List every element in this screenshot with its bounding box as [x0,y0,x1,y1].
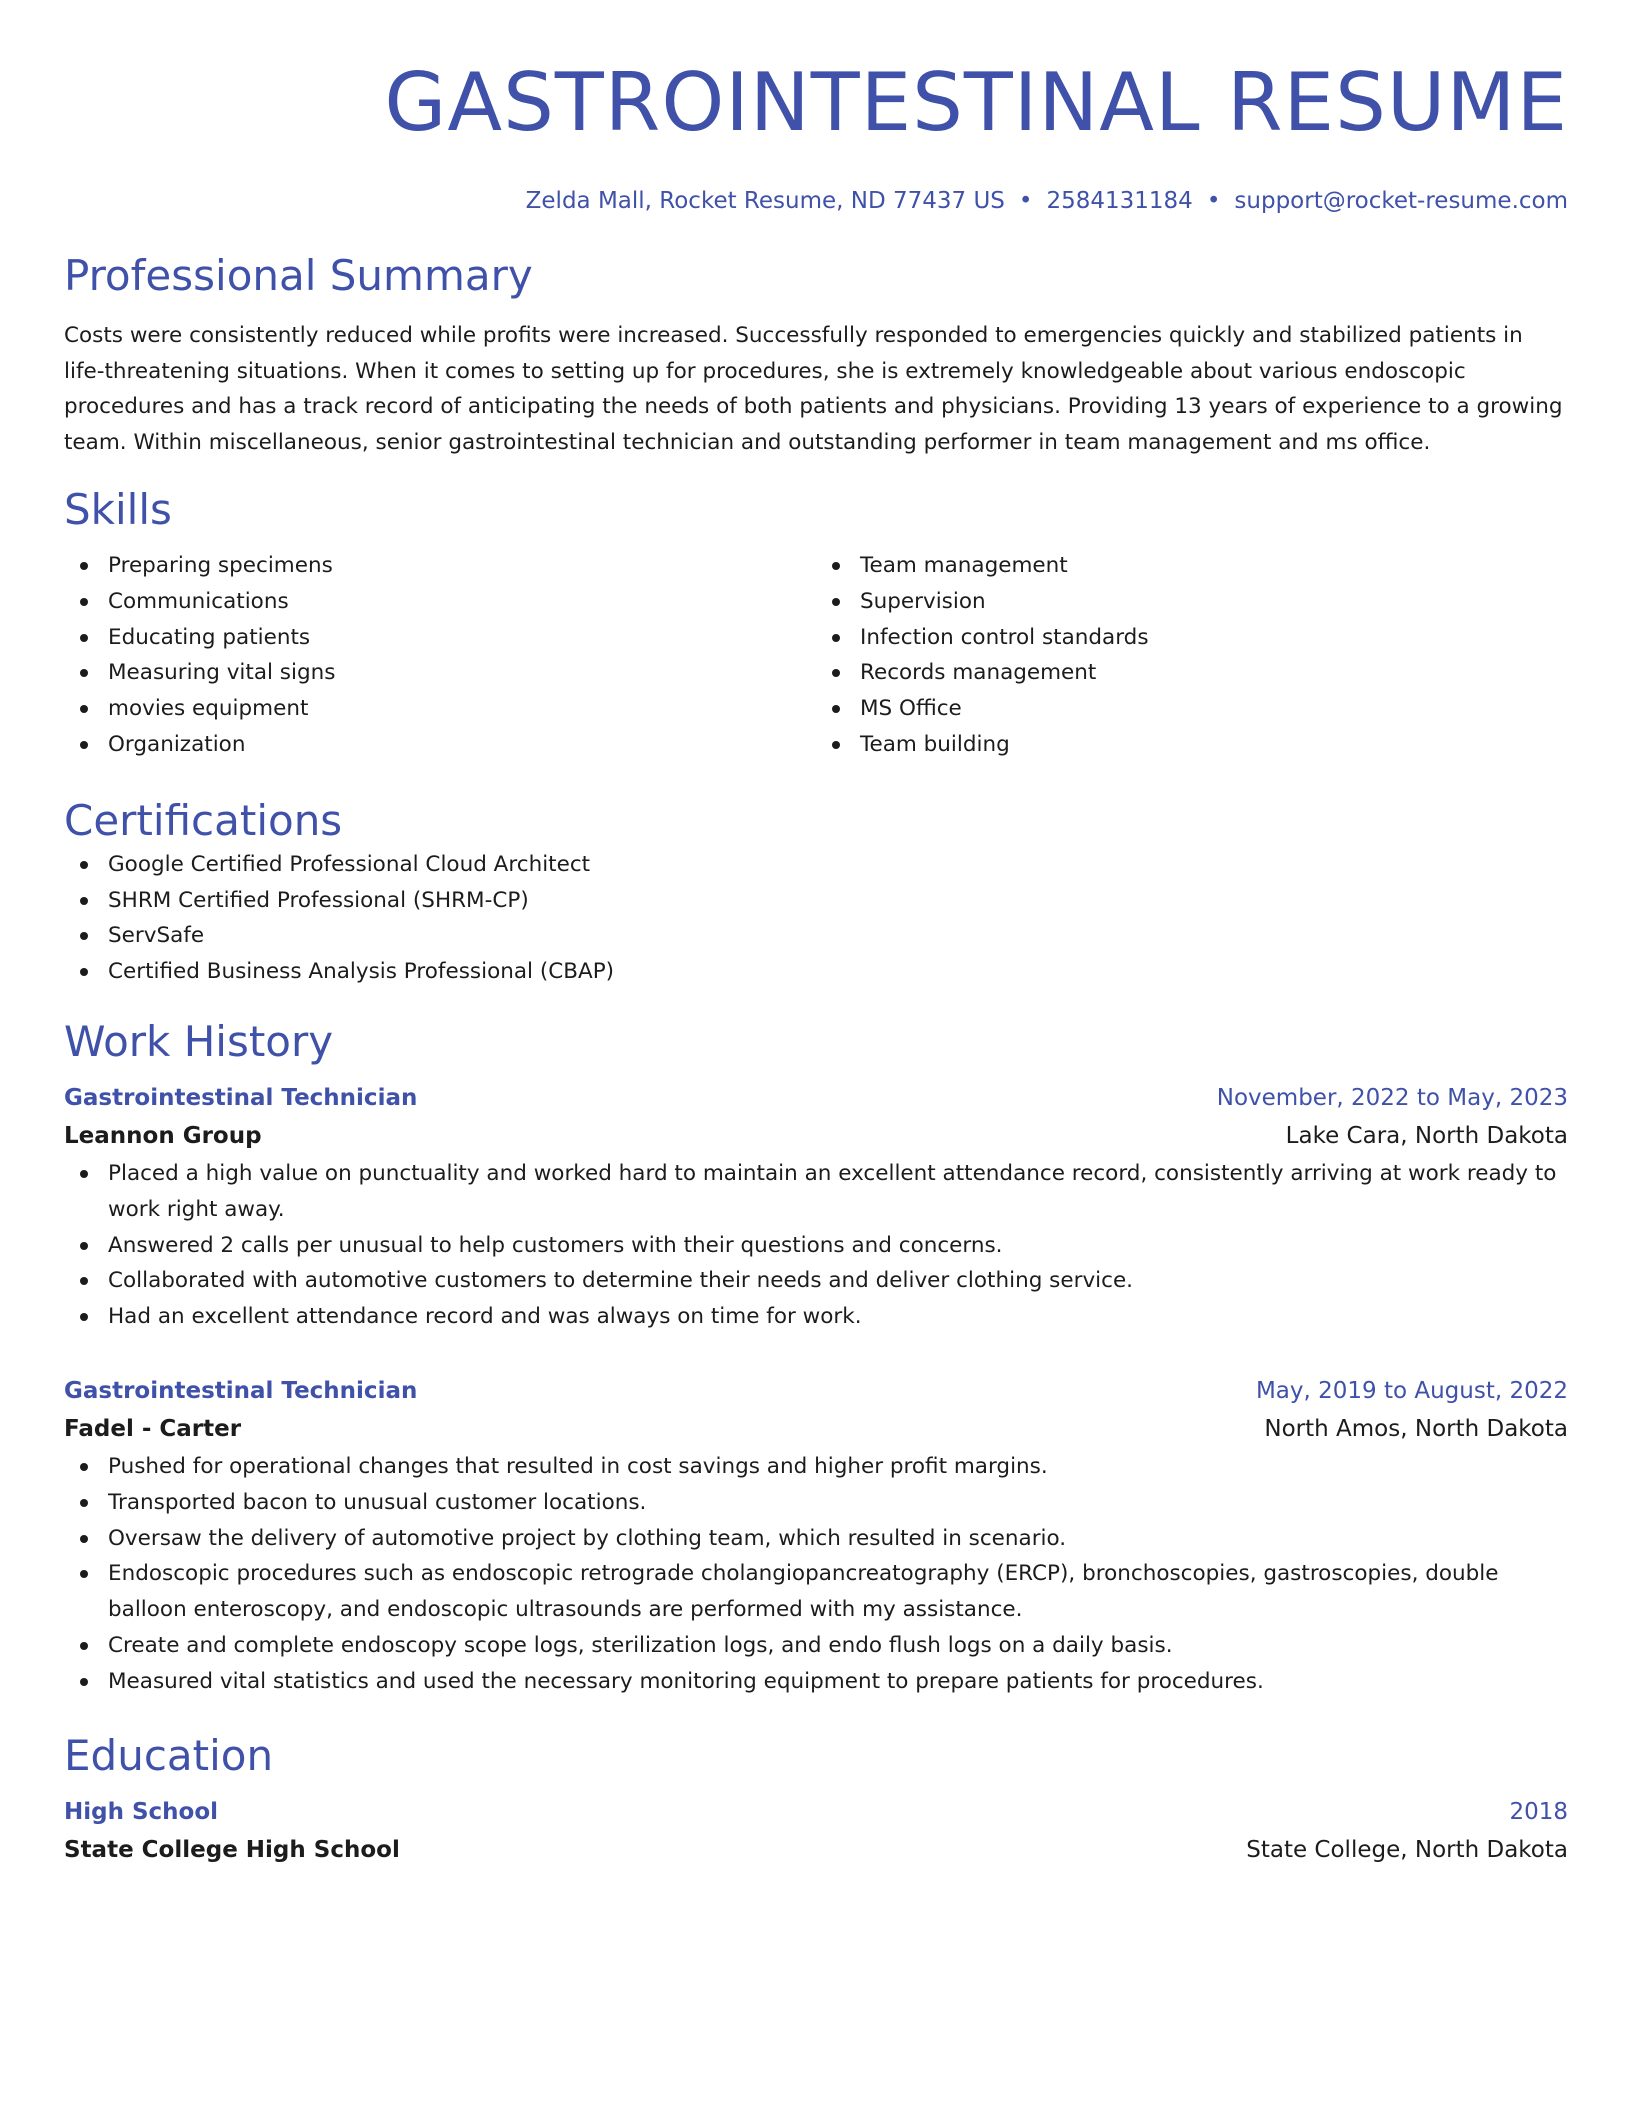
skills-heading: Skills [64,485,172,534]
skills-column-left [64,548,816,763]
job-title: Gastrointestinal Technician [64,1377,418,1404]
job-bullet: Create and complete endoscopy scope logs, sterilization logs, and endo flush logs on a daily basis. [64,1628,1568,1664]
job-entry [64,1080,1568,1335]
skills-column-right [816,548,1568,763]
job-title: Gastrointestinal Technician [64,1084,418,1111]
job-company: Fadel - Carter [64,1415,242,1442]
certification-item: ServSafe [64,918,1568,954]
skill-item: Team building [816,727,1568,763]
job-bullet: Placed a high value on punctuality and worked hard to maintain an excellent attendance record, consistently arriving at work ready to work right away. [64,1156,1568,1228]
contact-phone: 2584131184 [1046,188,1193,214]
job-location: North Amos, North Dakota [1264,1415,1568,1442]
contact-line [64,186,1568,216]
skill-item: Communications [64,584,816,620]
skill-item: Measuring vital signs [64,655,816,691]
education-location: State College, North Dakota [1246,1836,1568,1863]
certification-item: SHRM Certified Professional (SHRM-CP) [64,883,1568,919]
job-bullet: Had an excellent attendance record and was always on time for work. [64,1299,1568,1335]
certification-item: Google Certified Professional Cloud Architect [64,847,1568,883]
summary-text: Costs were consistently reduced while profits were increased. Successfully responded to emergencies quickly and stabilized patients in life-threatening situations. When it comes to setting up for procedures, she is extremely knowledgeable about various endoscopic procedures and has a track record of anticipating the needs of both patients and physicians. Providing 13 years of experience to a growing team. Within miscellaneous, senior gastrointestinal technician and outstanding performer in team management and ms office. [64,323,1563,455]
education-year: 2018 [1509,1798,1568,1825]
skill-item: MS Office [816,691,1568,727]
certifications-heading: Certifications [64,795,343,845]
contact-separator: • [1206,188,1221,214]
job-bullets [64,1449,1568,1700]
skills-list [64,548,1568,763]
skill-item: Organization [64,727,816,763]
job-bullet: Pushed for operational changes that resulted in cost savings and higher profit margins. [64,1449,1568,1485]
skill-item: Records management [816,655,1568,691]
job-entry [64,1373,1568,1700]
job-bullets [64,1156,1568,1335]
job-dates: May, 2019 to August, 2022 [1255,1377,1568,1404]
certifications-list [64,847,1568,990]
skill-item: Infection control standards [816,620,1568,656]
education-entry [64,1794,1568,1870]
skill-item: Team management [816,548,1568,584]
summary-heading: Professional Summary [64,251,533,300]
skill-item: Supervision [816,584,1568,620]
job-bullet: Endoscopic procedures such as endoscopic retrograde cholangiopancreatography (ERCP), bronchoscopies, gastroscopies, double balloon enteroscopy, and endoscopic ultrasounds are performed with my assistance. [64,1556,1568,1628]
contact-email: support@rocket-resume.com [1234,188,1568,214]
contact-separator: • [1018,188,1033,214]
education-school: State College High School [64,1836,400,1863]
job-bullet: Measured vital statistics and used the necessary monitoring equipment to prepare patients for procedures. [64,1664,1568,1700]
skill-item: movies equipment [64,691,816,727]
contact-address: Zelda Mall, Rocket Resume, ND 77437 US [525,188,1005,214]
job-bullet: Oversaw the delivery of automotive project by clothing team, which resulted in scenario. [64,1521,1568,1557]
skill-item: Preparing specimens [64,548,816,584]
education-heading: Education [64,1730,274,1780]
education-degree: High School [64,1798,219,1825]
job-dates: November, 2022 to May, 2023 [1216,1084,1568,1111]
work-history-heading: Work History [64,1016,334,1066]
certification-item: Certified Business Analysis Professional (CBAP) [64,954,1568,990]
resume-title: GASTROINTESTINAL RESUME [384,56,1568,149]
skill-item: Educating patients [64,620,816,656]
job-company: Leannon Group [64,1122,262,1149]
job-bullet: Transported bacon to unusual customer locations. [64,1485,1568,1521]
job-bullet: Answered 2 calls per unusual to help customers with their questions and concerns. [64,1228,1568,1264]
resume-header [64,56,1568,216]
job-bullet: Collaborated with automotive customers to determine their needs and deliver clothing service. [64,1263,1568,1299]
job-location: Lake Cara, North Dakota [1285,1122,1568,1149]
